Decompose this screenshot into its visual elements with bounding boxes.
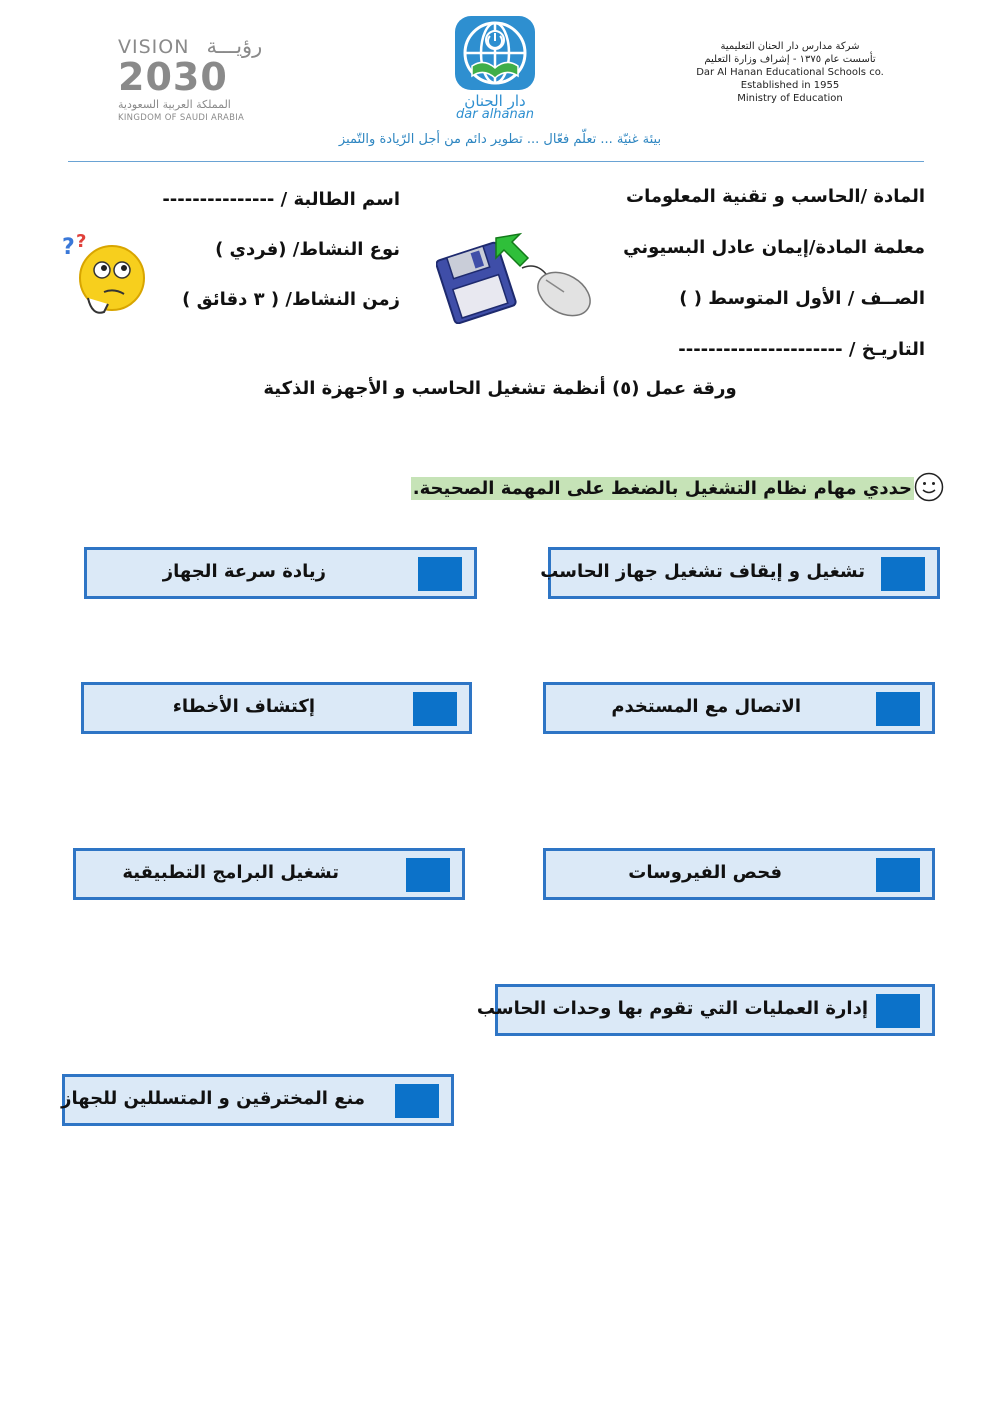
option-power-on-off[interactable] [540, 547, 940, 599]
option-checkbox[interactable] [418, 557, 462, 591]
student-name-line: اسم الطالبة / --------------- [162, 189, 400, 210]
option-label: فحص الفيروسات [628, 862, 782, 883]
thinking-face-icon [62, 232, 150, 324]
option-label: تشغيل البرامج التطبيقية [122, 862, 339, 883]
logo-ar-text: دار الحنان [464, 92, 526, 110]
school-logo-icon [452, 14, 538, 94]
option-virus-scan[interactable] [543, 848, 935, 900]
option-label: إدارة العمليات التي تقوم بها وحدات الحاسب [476, 998, 868, 1019]
header-divider [68, 161, 924, 162]
vision-ar-text: رؤيـــة [206, 34, 263, 58]
logo-en-text: dar alhanan [456, 107, 534, 122]
option-checkbox[interactable] [413, 692, 457, 726]
option-block-intruders[interactable] [62, 1074, 454, 1126]
option-label: زيادة سرعة الجهاز [162, 561, 326, 582]
question-text: حددي مهام نظام التشغيل بالضغط على المهمة الصحيحة. [412, 478, 912, 499]
option-checkbox[interactable] [406, 858, 450, 892]
school-line-4: Established in 1955 [740, 80, 840, 91]
floppy-mouse-icon [436, 228, 596, 324]
option-checkbox[interactable] [876, 994, 920, 1028]
option-checkbox[interactable] [395, 1084, 439, 1118]
kingdom-en: KINGDOM OF SAUDI ARABIA [118, 113, 245, 123]
subject-line: المادة /الحاسب و تقنية المعلومات [626, 186, 925, 207]
option-checkbox[interactable] [876, 858, 920, 892]
svg-text:?: ? [76, 232, 87, 252]
option-process-management[interactable] [476, 984, 935, 1036]
option-error-detection[interactable] [81, 682, 472, 734]
option-label: تشغيل و إيقاف تشغيل جهاز الحاسب [540, 561, 865, 582]
option-increase-speed[interactable] [84, 547, 477, 599]
option-label: إكتشاف الأخطاء [172, 696, 315, 717]
school-line-5: Ministry of Education [737, 93, 843, 104]
worksheet-title: ورقة عمل (٥) أنظمة تشغيل الحاسب و الأجهزة الذكية [263, 378, 737, 399]
svg-text:?: ? [62, 235, 75, 260]
option-label: الاتصال مع المستخدم [611, 696, 801, 717]
school-line-1: شركة مدارس دار الحنان التعليمية [720, 41, 860, 52]
kingdom-ar: المملكة العربية السعودية [118, 98, 231, 111]
school-info [690, 40, 890, 105]
grade-line: الصــف / الأول المتوسط ( ) [679, 288, 925, 309]
school-line-3: Dar Al Hanan Educational Schools co. [696, 67, 884, 78]
activity-type-line: نوع النشاط/ (فردي ) [215, 239, 400, 260]
vision-year: 2030 [118, 55, 228, 99]
option-run-applications[interactable] [73, 848, 465, 900]
option-checkbox[interactable] [876, 692, 920, 726]
vision-en-text: VISION [118, 36, 190, 58]
smiley-icon [914, 472, 944, 502]
teacher-line: معلمة المادة/إيمان عادل البسيوني [623, 237, 925, 258]
option-user-communication[interactable] [543, 682, 935, 734]
option-label: منع المخترقين و المتسللين للجهاز [61, 1088, 365, 1109]
option-checkbox[interactable] [881, 557, 925, 591]
activity-time-line: زمن النشاط/ ( ٣ دقائق ) [182, 289, 400, 310]
slogan: بيئة غنيّة ... تعلّم فعّال ... تطوير دائم من أجل الرّيادة والتّميز [338, 132, 662, 147]
date-line: التاريـخ / ---------------------- [678, 339, 925, 360]
school-line-2: تأسست عام ١٣٧٥ - إشراف وزارة التعليم [704, 54, 876, 65]
